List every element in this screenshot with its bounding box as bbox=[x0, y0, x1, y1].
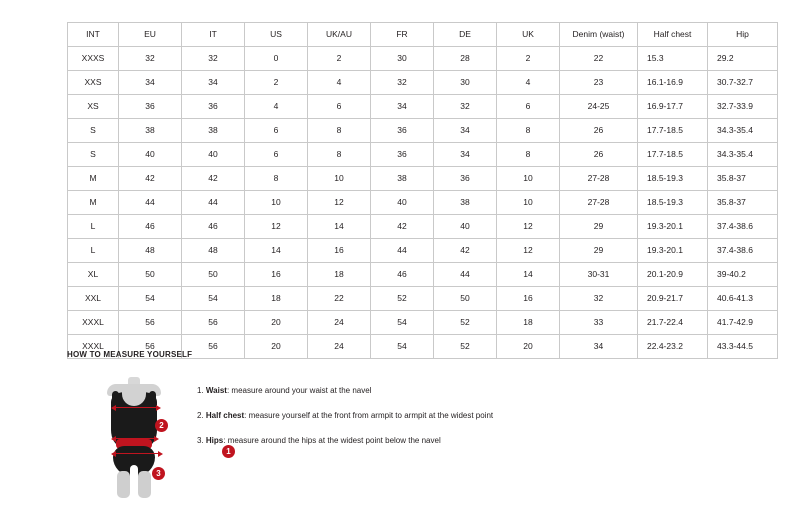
cell-eu: 38 bbox=[119, 119, 182, 143]
measure-note-2-term: Half chest bbox=[205, 411, 245, 420]
cell-us: 10 bbox=[245, 191, 308, 215]
measure-note-waist bbox=[197, 385, 747, 397]
cell-it: 40 bbox=[182, 143, 245, 167]
cell-hip: 40.6-41.3 bbox=[708, 287, 778, 311]
cell-de: 50 bbox=[434, 287, 497, 311]
cell-us: 14 bbox=[245, 239, 308, 263]
cell-uk-au: 6 bbox=[308, 95, 371, 119]
table-row bbox=[68, 47, 778, 71]
size-conversion-table bbox=[67, 22, 778, 359]
cell-us: 6 bbox=[245, 143, 308, 167]
cell-eu: 36 bbox=[119, 95, 182, 119]
cell-it: 56 bbox=[182, 311, 245, 335]
cell-int: M bbox=[68, 191, 119, 215]
mannequin-leg-left bbox=[117, 471, 130, 498]
table-row bbox=[68, 263, 778, 287]
cell-int: XXL bbox=[68, 287, 119, 311]
cell-int: XXS bbox=[68, 71, 119, 95]
cell-half-chest: 20.9-21.7 bbox=[638, 287, 708, 311]
measure-note-1-index: 1. bbox=[197, 386, 204, 395]
cell-it: 34 bbox=[182, 71, 245, 95]
cell-uk-au: 8 bbox=[308, 119, 371, 143]
column-header-us: US bbox=[245, 23, 308, 47]
cell-denim-waist: 34 bbox=[560, 335, 638, 359]
cell-uk: 16 bbox=[497, 287, 560, 311]
measure-note-1-text: : measure around your waist at the navel bbox=[226, 386, 372, 395]
cell-hip: 37.4-38.6 bbox=[708, 239, 778, 263]
measure-note-2-text: : measure yourself at the front from armpit to armpit at the widest point bbox=[244, 411, 494, 420]
cell-uk: 10 bbox=[497, 191, 560, 215]
cell-hip: 35.8-37 bbox=[708, 167, 778, 191]
cell-uk-au: 22 bbox=[308, 287, 371, 311]
cell-uk: 12 bbox=[497, 239, 560, 263]
cell-int: XXXL bbox=[68, 311, 119, 335]
cell-it: 32 bbox=[182, 47, 245, 71]
cell-uk: 20 bbox=[497, 335, 560, 359]
column-header-uk: UK bbox=[497, 23, 560, 47]
measure-notes-list bbox=[187, 371, 747, 460]
cell-half-chest: 17.7-18.5 bbox=[638, 119, 708, 143]
cell-denim-waist: 30-31 bbox=[560, 263, 638, 287]
cell-hip: 43.3-44.5 bbox=[708, 335, 778, 359]
figure-bullet-2: 2 bbox=[155, 419, 168, 432]
cell-it: 56 bbox=[182, 335, 245, 359]
size-chart-container bbox=[67, 22, 753, 359]
figure-bullet-1: 1 bbox=[222, 445, 235, 458]
cell-int: S bbox=[68, 119, 119, 143]
cell-eu: 56 bbox=[119, 311, 182, 335]
cell-us: 2 bbox=[245, 71, 308, 95]
how-to-measure-section bbox=[67, 350, 747, 501]
cell-uk-au: 24 bbox=[308, 335, 371, 359]
column-header-fr: FR bbox=[371, 23, 434, 47]
cell-uk: 8 bbox=[497, 119, 560, 143]
cell-denim-waist: 27-28 bbox=[560, 191, 638, 215]
cell-denim-waist: 29 bbox=[560, 239, 638, 263]
half-chest-measure-arrow-icon bbox=[115, 407, 157, 408]
cell-it: 46 bbox=[182, 215, 245, 239]
cell-it: 48 bbox=[182, 239, 245, 263]
cell-uk: 10 bbox=[497, 167, 560, 191]
table-row bbox=[68, 239, 778, 263]
cell-int: L bbox=[68, 239, 119, 263]
column-header-de: DE bbox=[434, 23, 497, 47]
cell-us: 20 bbox=[245, 311, 308, 335]
cell-int: XL bbox=[68, 263, 119, 287]
cell-uk-au: 4 bbox=[308, 71, 371, 95]
cell-hip: 35.8-37 bbox=[708, 191, 778, 215]
cell-int: S bbox=[68, 143, 119, 167]
cell-denim-waist: 26 bbox=[560, 143, 638, 167]
column-header-int: INT bbox=[68, 23, 119, 47]
waist-measure-arrow-icon bbox=[115, 438, 155, 439]
cell-hip: 41.7-42.9 bbox=[708, 311, 778, 335]
cell-half-chest: 21.7-22.4 bbox=[638, 311, 708, 335]
cell-fr: 52 bbox=[371, 287, 434, 311]
cell-eu: 48 bbox=[119, 239, 182, 263]
cell-half-chest: 15.3 bbox=[638, 47, 708, 71]
cell-fr: 36 bbox=[371, 143, 434, 167]
cell-uk-au: 12 bbox=[308, 191, 371, 215]
cell-uk: 6 bbox=[497, 95, 560, 119]
cell-fr: 54 bbox=[371, 311, 434, 335]
table-row bbox=[68, 143, 778, 167]
cell-us: 6 bbox=[245, 119, 308, 143]
cell-eu: 46 bbox=[119, 215, 182, 239]
cell-int: XXXS bbox=[68, 47, 119, 71]
cell-us: 20 bbox=[245, 335, 308, 359]
cell-uk: 2 bbox=[497, 47, 560, 71]
measure-note-2-index: 2. bbox=[197, 411, 204, 420]
cell-de: 52 bbox=[434, 335, 497, 359]
cell-us: 18 bbox=[245, 287, 308, 311]
how-to-measure-title: HOW TO MEASURE YOURSELF bbox=[67, 350, 193, 359]
column-header-uk-au: UK/AU bbox=[308, 23, 371, 47]
table-row bbox=[68, 287, 778, 311]
cell-de: 44 bbox=[434, 263, 497, 287]
cell-us: 8 bbox=[245, 167, 308, 191]
cell-fr: 30 bbox=[371, 47, 434, 71]
table-header-row bbox=[68, 23, 778, 47]
table-row bbox=[68, 191, 778, 215]
cell-us: 12 bbox=[245, 215, 308, 239]
cell-it: 36 bbox=[182, 95, 245, 119]
cell-fr: 34 bbox=[371, 95, 434, 119]
table-row bbox=[68, 215, 778, 239]
cell-fr: 38 bbox=[371, 167, 434, 191]
cell-it: 42 bbox=[182, 167, 245, 191]
measure-note-3-text: : measure around the hips at the widest point below the navel bbox=[223, 436, 441, 445]
cell-uk: 8 bbox=[497, 143, 560, 167]
cell-uk: 14 bbox=[497, 263, 560, 287]
cell-hip: 30.7-32.7 bbox=[708, 71, 778, 95]
measure-note-half-chest bbox=[197, 410, 747, 422]
cell-de: 30 bbox=[434, 71, 497, 95]
cell-uk-au: 10 bbox=[308, 167, 371, 191]
cell-denim-waist: 32 bbox=[560, 287, 638, 311]
measure-note-3-term: Hips bbox=[205, 436, 224, 445]
cell-half-chest: 22.4-23.2 bbox=[638, 335, 708, 359]
cell-half-chest: 19.3-20.1 bbox=[638, 215, 708, 239]
cell-half-chest: 18.5-19.3 bbox=[638, 191, 708, 215]
cell-uk-au: 2 bbox=[308, 47, 371, 71]
measure-note-1-term: Waist bbox=[205, 386, 227, 395]
cell-hip: 39-40.2 bbox=[708, 263, 778, 287]
cell-fr: 54 bbox=[371, 335, 434, 359]
cell-eu: 34 bbox=[119, 71, 182, 95]
table-row bbox=[68, 71, 778, 95]
cell-de: 42 bbox=[434, 239, 497, 263]
figure-bullet-3: 3 bbox=[152, 467, 165, 480]
cell-half-chest: 17.7-18.5 bbox=[638, 143, 708, 167]
column-header-eu: EU bbox=[119, 23, 182, 47]
cell-uk-au: 24 bbox=[308, 311, 371, 335]
measure-note-3-index: 3. bbox=[197, 436, 204, 445]
column-header-hip: Hip bbox=[708, 23, 778, 47]
cell-fr: 42 bbox=[371, 215, 434, 239]
cell-denim-waist: 23 bbox=[560, 71, 638, 95]
cell-fr: 32 bbox=[371, 71, 434, 95]
column-header-half-chest: Half chest bbox=[638, 23, 708, 47]
cell-int: XXXL bbox=[68, 335, 119, 359]
cell-de: 52 bbox=[434, 311, 497, 335]
cell-int: XS bbox=[68, 95, 119, 119]
cell-eu: 44 bbox=[119, 191, 182, 215]
cell-us: 4 bbox=[245, 95, 308, 119]
cell-denim-waist: 22 bbox=[560, 47, 638, 71]
cell-de: 40 bbox=[434, 215, 497, 239]
cell-uk-au: 16 bbox=[308, 239, 371, 263]
cell-half-chest: 20.1-20.9 bbox=[638, 263, 708, 287]
cell-eu: 50 bbox=[119, 263, 182, 287]
cell-it: 50 bbox=[182, 263, 245, 287]
cell-eu: 56 bbox=[119, 335, 182, 359]
mannequin-crotch-gap bbox=[130, 465, 138, 479]
cell-uk-au: 8 bbox=[308, 143, 371, 167]
cell-hip: 29.2 bbox=[708, 47, 778, 71]
cell-hip: 34.3-35.4 bbox=[708, 119, 778, 143]
cell-it: 54 bbox=[182, 287, 245, 311]
cell-fr: 40 bbox=[371, 191, 434, 215]
measure-note-hips bbox=[197, 435, 747, 447]
cell-uk-au: 14 bbox=[308, 215, 371, 239]
cell-eu: 42 bbox=[119, 167, 182, 191]
cell-denim-waist: 29 bbox=[560, 215, 638, 239]
cell-it: 44 bbox=[182, 191, 245, 215]
cell-half-chest: 16.9-17.7 bbox=[638, 95, 708, 119]
cell-eu: 40 bbox=[119, 143, 182, 167]
cell-it: 38 bbox=[182, 119, 245, 143]
cell-fr: 46 bbox=[371, 263, 434, 287]
cell-eu: 54 bbox=[119, 287, 182, 311]
cell-fr: 44 bbox=[371, 239, 434, 263]
cell-half-chest: 16.1-16.9 bbox=[638, 71, 708, 95]
cell-us: 16 bbox=[245, 263, 308, 287]
cell-eu: 32 bbox=[119, 47, 182, 71]
cell-uk: 12 bbox=[497, 215, 560, 239]
cell-denim-waist: 33 bbox=[560, 311, 638, 335]
cell-us: 0 bbox=[245, 47, 308, 71]
cell-uk: 4 bbox=[497, 71, 560, 95]
column-header-it: IT bbox=[182, 23, 245, 47]
cell-hip: 32.7-33.9 bbox=[708, 95, 778, 119]
cell-denim-waist: 26 bbox=[560, 119, 638, 143]
cell-hip: 34.3-35.4 bbox=[708, 143, 778, 167]
mannequin-leg-right bbox=[138, 471, 151, 498]
cell-de: 32 bbox=[434, 95, 497, 119]
cell-int: M bbox=[68, 167, 119, 191]
cell-uk-au: 18 bbox=[308, 263, 371, 287]
hip-measure-arrow-icon bbox=[115, 453, 159, 454]
cell-denim-waist: 24-25 bbox=[560, 95, 638, 119]
table-row bbox=[68, 95, 778, 119]
cell-de: 34 bbox=[434, 119, 497, 143]
cell-uk: 18 bbox=[497, 311, 560, 335]
cell-hip: 37.4-38.6 bbox=[708, 215, 778, 239]
table-row bbox=[68, 119, 778, 143]
cell-fr: 36 bbox=[371, 119, 434, 143]
cell-half-chest: 19.3-20.1 bbox=[638, 239, 708, 263]
cell-de: 34 bbox=[434, 143, 497, 167]
cell-de: 28 bbox=[434, 47, 497, 71]
how-to-measure-body bbox=[67, 371, 747, 501]
cell-de: 38 bbox=[434, 191, 497, 215]
column-header-denim-waist: Denim (waist) bbox=[560, 23, 638, 47]
table-row bbox=[68, 167, 778, 191]
table-row bbox=[68, 311, 778, 335]
cell-de: 36 bbox=[434, 167, 497, 191]
cell-int: L bbox=[68, 215, 119, 239]
cell-half-chest: 18.5-19.3 bbox=[638, 167, 708, 191]
cell-denim-waist: 27-28 bbox=[560, 167, 638, 191]
